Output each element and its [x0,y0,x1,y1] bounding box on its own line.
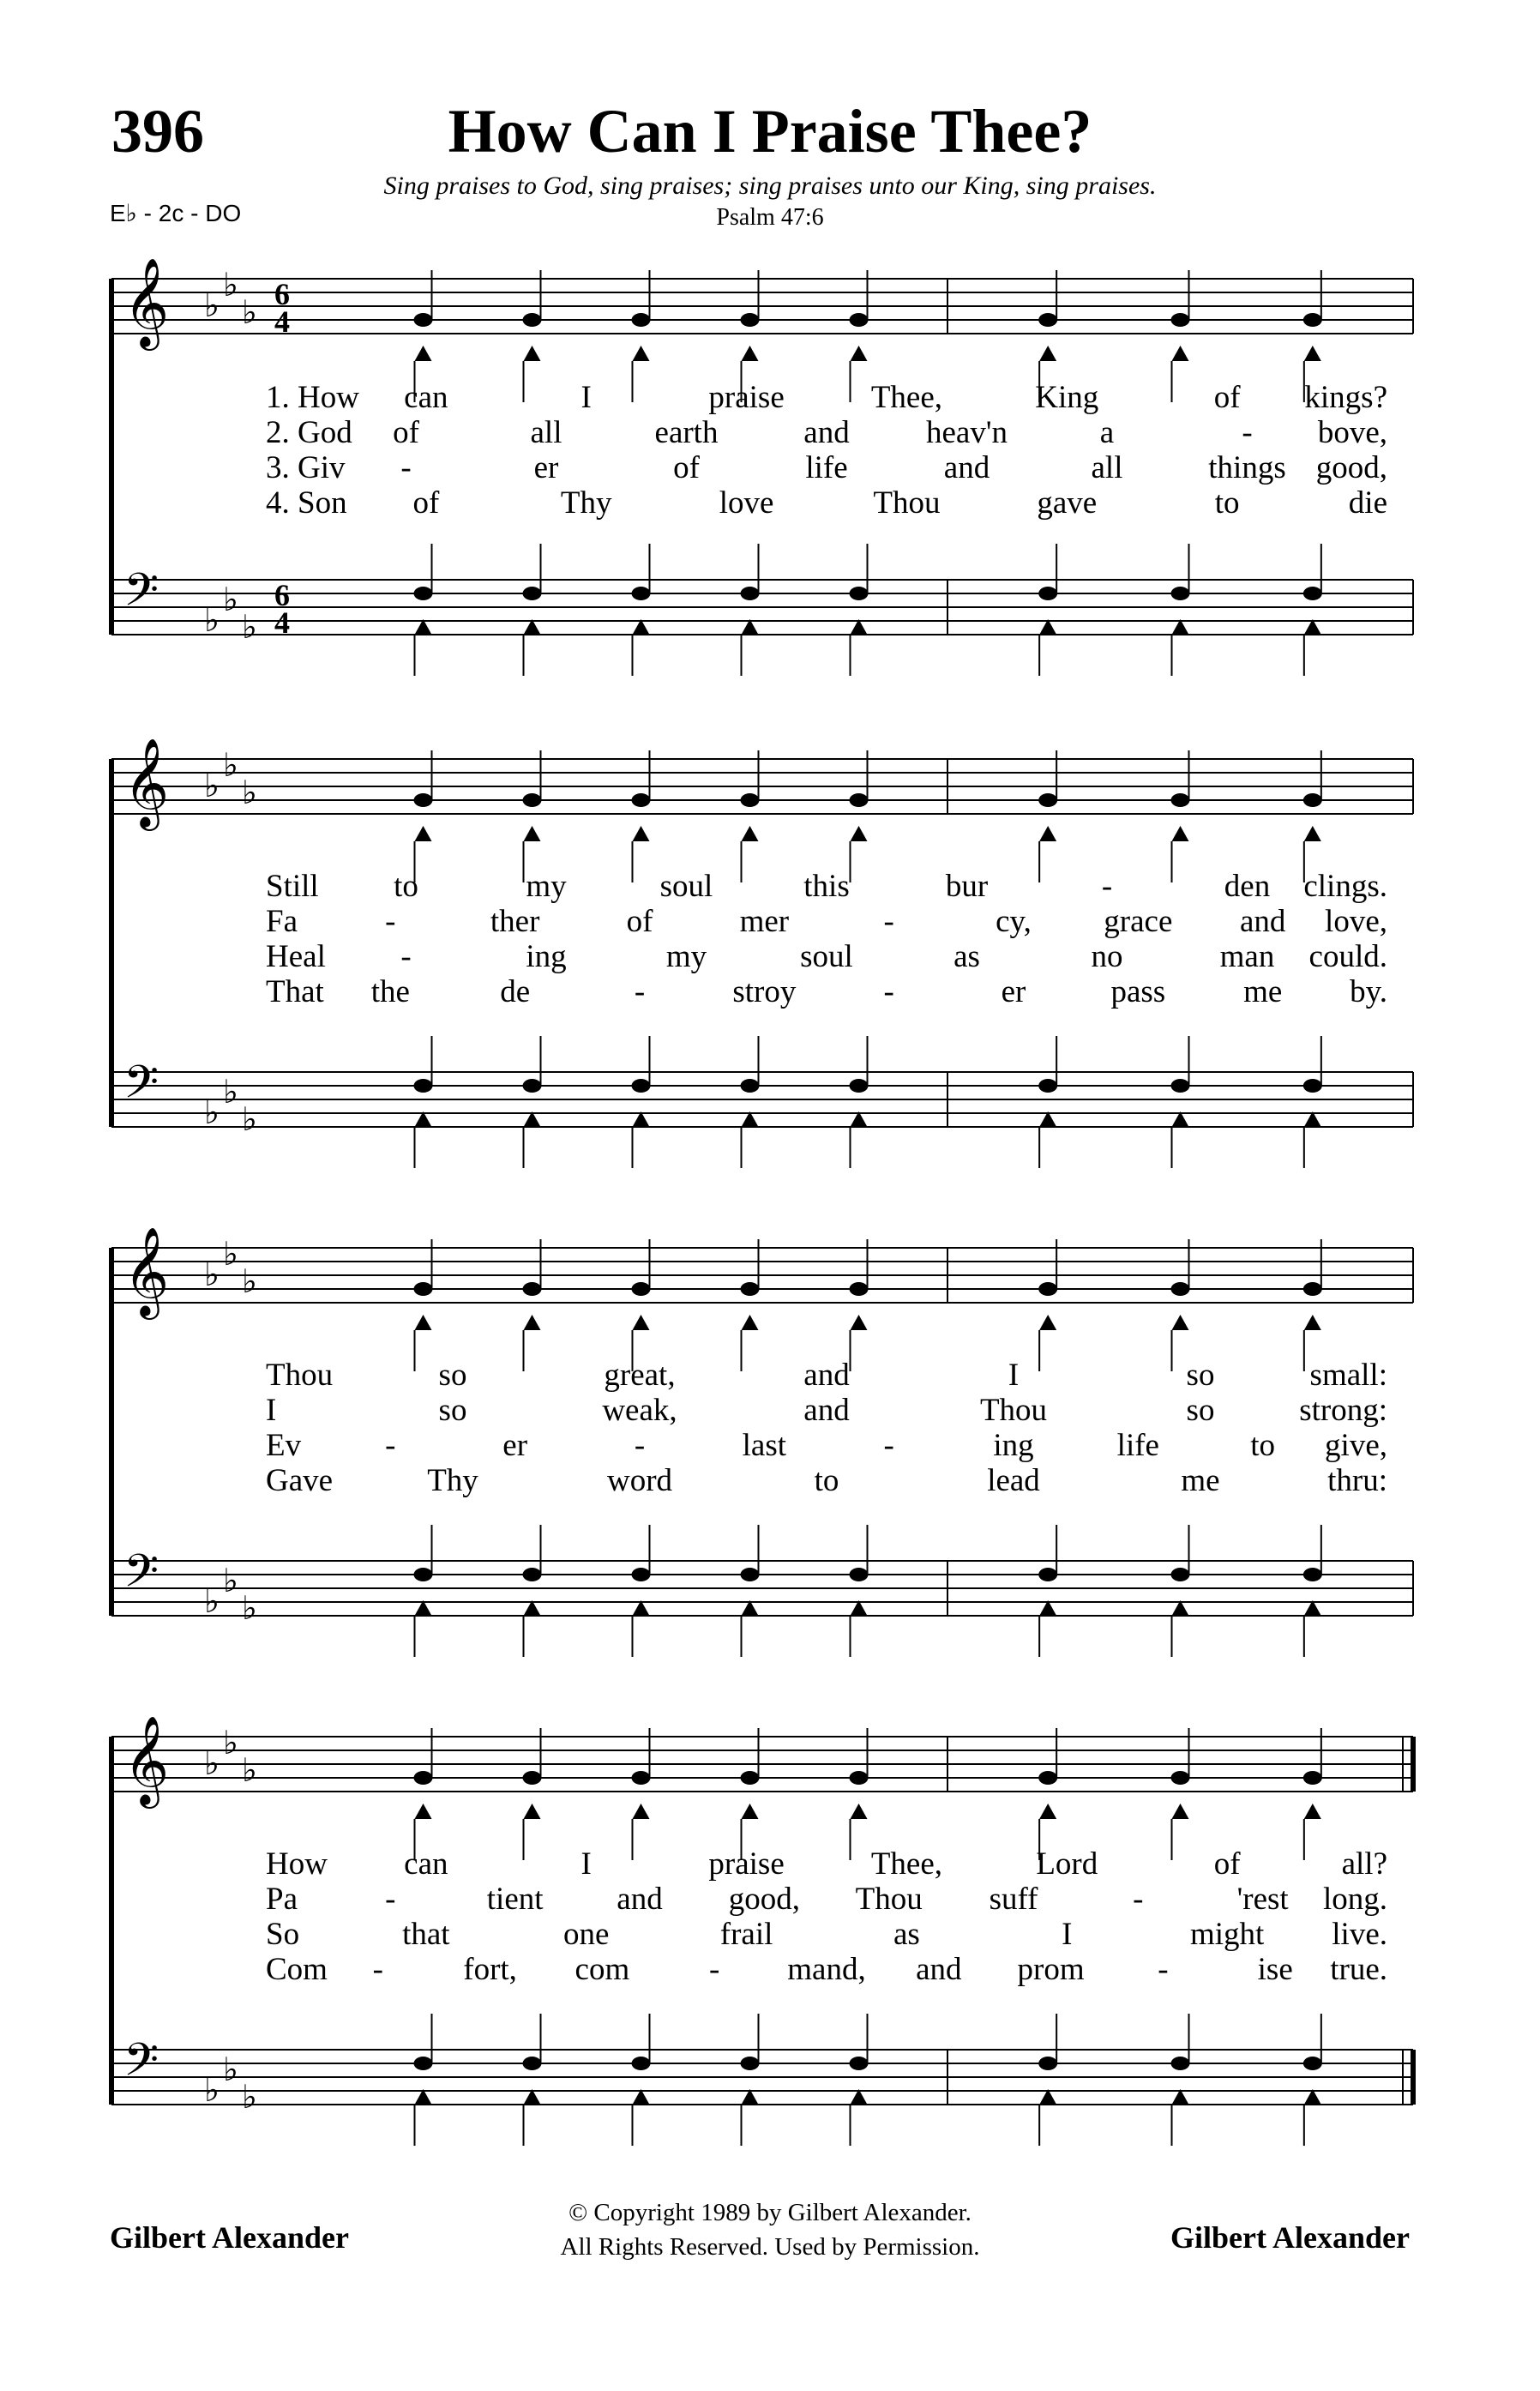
lyric-syllable: strong: [1299,1393,1387,1428]
lyric-syllable: - [1242,415,1253,450]
notehead [523,1282,542,1296]
lyric-syllable: all? [1341,1846,1387,1882]
notehead [1303,587,1322,600]
lyric-syllable: to [1214,485,1240,521]
lyric-syllable: fort, [463,1952,517,1987]
notehead [741,1568,760,1581]
lyric-syllable: Ev [266,1428,302,1463]
notehead [1038,1282,1057,1296]
lyric-syllable: Heal [266,939,326,974]
lyric-syllable: Lord [1036,1846,1098,1882]
lyric-syllable: the [370,974,410,1009]
lyric-syllable: good, [1315,450,1387,485]
flat-icon: ♭ [223,1563,238,1599]
notehead [632,1079,651,1093]
notehead [850,1568,869,1581]
lyric-syllable: er [1001,974,1026,1009]
hymn-title: How Can I Praise Thee? [448,97,1092,166]
lyric-syllable: of [673,450,700,485]
lyric-syllable: - [883,904,894,939]
lyric-syllable: - [385,1882,396,1917]
notehead [1303,1568,1322,1581]
lyric-syllable: and [943,450,990,485]
notehead [850,1771,869,1785]
lyric-syllable: bur [945,869,989,904]
notehead [632,313,651,327]
lyric-syllable: - [372,1952,383,1987]
notehead [741,1282,760,1296]
lyric-syllable: Gave [266,1463,334,1498]
lyric-syllable: last [742,1428,787,1463]
lyric-syllable: live. [1332,1917,1387,1952]
notehead [414,587,433,600]
notehead [523,587,542,600]
lyric-syllable: kings? [1304,380,1387,415]
flat-icon: ♭ [204,288,220,324]
notehead [1171,2057,1190,2070]
lyric-syllable: long. [1322,1882,1387,1917]
notehead [523,2057,542,2070]
lyric-syllable: and [803,1358,850,1393]
lyric-syllable: and [803,415,850,450]
notehead [632,587,651,600]
time-signature-top: 6 [274,277,290,311]
lyric-syllable: might [1189,1917,1265,1952]
notehead [632,1568,651,1581]
notehead [1038,1771,1057,1785]
lyric-syllable: so [438,1393,467,1428]
lyric-syllable: soul [659,869,713,904]
lyric-syllable: thru: [1327,1463,1387,1498]
notehead [850,587,869,600]
notehead-shape [415,826,432,841]
lyric-syllable: 2. God [266,415,352,450]
lyric-syllable: can [404,380,448,415]
notehead [741,1771,760,1785]
notehead-shape [1039,826,1056,841]
notehead-shape [633,1315,650,1330]
lyric-syllable: man [1219,939,1275,974]
lyric-syllable: de [500,974,531,1009]
lyric-syllable: so [1186,1358,1215,1393]
notehead-shape [742,826,759,841]
words-author: Gilbert Alexander [110,2220,349,2255]
lyric-syllable: me [1243,974,1283,1009]
lyric-syllable: of [1213,380,1241,415]
lyric-syllable: could. [1308,939,1387,974]
notehead [414,1282,433,1296]
lyric-syllable: life [805,450,848,485]
treble-clef-icon: 𝄞 [123,261,170,346]
lyric-syllable: I [1008,1358,1020,1393]
flat-icon: ♭ [204,1746,220,1782]
lyric-syllable: and [617,1882,663,1917]
lyric-syllable: 4. Son [266,485,347,521]
notehead [523,1771,542,1785]
notehead-shape [851,1315,868,1330]
lyric-syllable: frail [719,1917,773,1952]
lyric-syllable: as [893,1917,920,1952]
notehead-shape [851,1804,868,1819]
lyric-syllable: Thou [855,1882,923,1917]
lyric-syllable: 'rest [1236,1882,1289,1917]
notehead-shape [415,1315,432,1330]
lyric-syllable: Thee, [870,380,943,415]
flat-icon: ♭ [204,1257,220,1293]
lyric-syllable: true. [1330,1952,1387,1987]
lyric-syllable: small: [1309,1358,1387,1393]
lyric-syllable: Thy [560,485,612,521]
notehead [850,1282,869,1296]
lyric-syllable: weak, [602,1393,677,1428]
flat-icon: ♭ [242,610,257,646]
notehead [850,1079,869,1093]
flat-icon: ♭ [204,2073,220,2109]
notehead [414,2057,433,2070]
lyric-syllable: Thy [427,1463,478,1498]
notehead [523,313,542,327]
music-author: Gilbert Alexander [1170,2220,1410,2255]
notehead [850,793,869,807]
lyric-syllable: - [400,939,412,974]
notehead-shape [524,1315,541,1330]
lyric-syllable: so [1186,1393,1215,1428]
lyric-syllable: great, [604,1358,676,1393]
lyric-syllable: so [438,1358,467,1393]
notehead-shape [851,346,868,361]
notehead [850,2057,869,2070]
lyric-syllable: I [1062,1917,1073,1952]
lyric-syllable: my [526,869,567,904]
treble-clef-icon: 𝄞 [123,1719,170,1804]
lyric-syllable: - [1133,1882,1144,1917]
lyric-syllable: things [1208,450,1286,485]
notehead [523,1568,542,1581]
notehead [632,1282,651,1296]
lyric-syllable: bove, [1317,415,1387,450]
time-signature-top: 6 [274,578,290,612]
lyric-syllable: Thee, [870,1846,943,1882]
lyric-syllable: suff [989,1882,1038,1917]
notehead [632,793,651,807]
lyric-syllable: me [1181,1463,1220,1498]
notehead [414,1568,433,1581]
lyric-syllable: all [530,415,562,450]
key-info: E♭ - 2c - DO [110,200,242,226]
lyric-syllable: can [404,1846,448,1882]
lyric-syllable: one [562,1917,610,1952]
notehead-shape [1039,1315,1056,1330]
notehead-shape [1304,346,1321,361]
notehead-shape [524,346,541,361]
lyric-syllable: grace [1104,904,1173,939]
notehead-shape [415,1804,432,1819]
lyric-syllable: Thou [266,1358,334,1393]
notehead [632,2057,651,2070]
lyric-syllable: of [626,904,653,939]
notehead [414,793,433,807]
lyric-syllable: Thou [979,1393,1048,1428]
notehead [741,313,760,327]
notehead-shape [1172,1804,1189,1819]
lyric-syllable: I [581,380,592,415]
notehead [741,2057,760,2070]
lyric-syllable: - [634,974,646,1009]
lyric-syllable: clings. [1303,869,1387,904]
notehead [1038,313,1057,327]
flat-icon: ♭ [223,1725,238,1762]
lyric-syllable: pass [1110,974,1166,1009]
notehead [1171,793,1190,807]
lyric-syllable: of [1213,1846,1241,1882]
lyric-syllable: Com [266,1952,328,1987]
lyric-syllable: good, [728,1882,800,1917]
flat-icon: ♭ [223,2052,238,2088]
lyric-syllable: earth [654,415,719,450]
treble-clef-icon: 𝄞 [123,741,170,826]
hymn-number: 396 [111,97,204,166]
copyright-line-1: © Copyright 1989 by Gilbert Alexander. [568,2199,972,2226]
copyright-line-2: All Rights Reserved. Used by Permission. [560,2233,980,2261]
notehead-shape [1304,826,1321,841]
flat-icon: ♭ [242,1591,257,1627]
notehead-shape [1172,1315,1189,1330]
lyric-syllable: - [400,450,412,485]
notehead [1171,1568,1190,1581]
notehead [1303,1282,1322,1296]
notehead [632,1771,651,1785]
lyric-syllable: a [1099,415,1115,450]
lyric-syllable: and [1239,904,1286,939]
notehead [741,587,760,600]
flat-icon: ♭ [223,748,238,784]
notehead-shape [851,826,868,841]
lyric-syllable: - [1158,1952,1169,1987]
lyric-syllable: com [574,1952,630,1987]
lyric-syllable: and [916,1952,962,1987]
lyric-syllable: by. [1350,974,1387,1009]
lyric-syllable: - [634,1428,646,1463]
bass-clef-icon: 𝄢 [123,1057,159,1118]
flat-icon: ♭ [242,1264,257,1300]
notehead-shape [524,826,541,841]
lyric-syllable: no [1091,939,1123,974]
flat-icon: ♭ [204,1095,220,1131]
lyric-syllable: mand, [787,1952,866,1987]
flat-icon: ♭ [204,603,220,639]
lyric-syllable: ing [993,1428,1034,1463]
notehead-shape [524,1804,541,1819]
notehead-shape [742,1315,759,1330]
flat-icon: ♭ [242,295,257,331]
lyric-syllable: How [266,1846,328,1882]
notehead [1171,587,1190,600]
flat-icon: ♭ [223,268,238,304]
notehead-shape [633,1804,650,1819]
lyric-syllable: den [1224,869,1271,904]
time-signature-bottom: 4 [274,605,290,640]
lyric-syllable: love [719,485,774,521]
notehead [523,793,542,807]
lyric-syllable: tient [486,1882,544,1917]
notehead-shape [415,346,432,361]
lyric-syllable: Fa [266,904,298,939]
lyric-syllable: die [1348,485,1387,521]
time-signature-bottom: 4 [274,304,290,339]
lyric-syllable: prom [1017,1952,1085,1987]
notehead [741,793,760,807]
lyric-syllable: love, [1325,904,1387,939]
notehead-shape [1172,346,1189,361]
lyric-syllable: er [502,1428,528,1463]
lyric-syllable: gave [1037,485,1098,521]
notehead [414,1079,433,1093]
lyric-syllable: That [266,974,324,1009]
flat-icon: ♭ [242,775,257,811]
lyric-syllable: to [394,869,418,904]
notehead [414,1771,433,1785]
lyric-syllable: this [803,869,850,904]
lyric-syllable: my [665,939,707,974]
notehead [1303,793,1322,807]
lyric-syllable: cy, [996,904,1032,939]
lyric-syllable: Still [266,869,319,904]
notehead [1038,793,1057,807]
epigraph: Sing praises to God, sing praises; sing praises unto our King, sing praises. [383,172,1157,200]
lyric-syllable: stroy [732,974,797,1009]
notehead [1303,1771,1322,1785]
treble-clef-icon: 𝄞 [123,1230,170,1315]
notehead-shape [1039,346,1056,361]
bass-clef-icon: 𝄢 [123,565,159,626]
epigraph-reference: Psalm 47:6 [716,204,824,231]
flat-icon: ♭ [204,768,220,804]
lyric-syllable: - [1101,869,1113,904]
lyric-syllable: Pa [266,1882,298,1917]
notehead [414,313,433,327]
lyric-syllable: I [266,1393,277,1428]
lyric-syllable: of [393,415,419,450]
notehead-shape [1039,1804,1056,1819]
lyric-syllable: 1. How [266,380,359,415]
lyric-syllable: all [1091,450,1123,485]
lyric-syllable: heav'n [925,415,1008,450]
lyric-syllable: So [266,1917,300,1952]
lyric-syllable: praise [708,1846,785,1882]
lyric-syllable: ing [526,939,567,974]
lyric-syllable: mer [739,904,790,939]
flat-icon: ♭ [223,1237,238,1273]
bass-clef-icon: 𝄢 [123,1546,159,1607]
lyric-syllable: I [581,1846,592,1882]
notehead-shape [633,346,650,361]
notehead [1038,587,1057,600]
flat-icon: ♭ [223,1075,238,1111]
notehead [1303,1079,1322,1093]
lyric-syllable: soul [800,939,853,974]
lyric-syllable: lead [987,1463,1040,1498]
lyric-syllable: to [814,1463,839,1498]
lyric-syllable: - [883,1428,894,1463]
lyric-syllable: praise [708,380,785,415]
lyric-syllable: word [606,1463,673,1498]
lyric-syllable: ise [1257,1952,1293,1987]
lyric-syllable: - [385,1428,396,1463]
lyric-syllable: - [385,904,396,939]
notehead [1038,1568,1057,1581]
notehead [1038,1079,1057,1093]
lyric-syllable: give, [1325,1428,1387,1463]
notehead [1038,2057,1057,2070]
notehead-shape [633,826,650,841]
notehead-shape [742,1804,759,1819]
lyric-syllable: that [402,1917,450,1952]
bass-clef-icon: 𝄢 [123,2035,159,2096]
flat-icon: ♭ [223,582,238,618]
lyric-syllable: Thou [873,485,941,521]
notehead [523,1079,542,1093]
notehead [1171,1282,1190,1296]
lyric-syllable: ther [490,904,540,939]
notehead [741,1079,760,1093]
notehead [1171,313,1190,327]
lyric-syllable: life [1116,1428,1159,1463]
lyric-syllable: and [803,1393,850,1428]
lyric-syllable: er [533,450,559,485]
notehead [850,313,869,327]
notehead [1303,313,1322,327]
lyric-syllable: as [953,939,980,974]
flat-icon: ♭ [204,1584,220,1620]
lyric-syllable: King [1035,380,1099,415]
notehead-shape [742,346,759,361]
notehead-shape [1304,1315,1321,1330]
flat-icon: ♭ [242,1102,257,1138]
notehead [1303,2057,1322,2070]
lyric-syllable: - [883,974,894,1009]
notehead [1171,1079,1190,1093]
notehead-shape [1304,1804,1321,1819]
lyric-syllable: 3. Giv [266,450,346,485]
flat-icon: ♭ [242,1753,257,1789]
lyric-syllable: - [709,1952,720,1987]
lyric-syllable: to [1250,1428,1276,1463]
notehead [1171,1771,1190,1785]
lyric-syllable: of [412,485,440,521]
notehead-shape [1172,826,1189,841]
flat-icon: ♭ [242,2080,257,2116]
